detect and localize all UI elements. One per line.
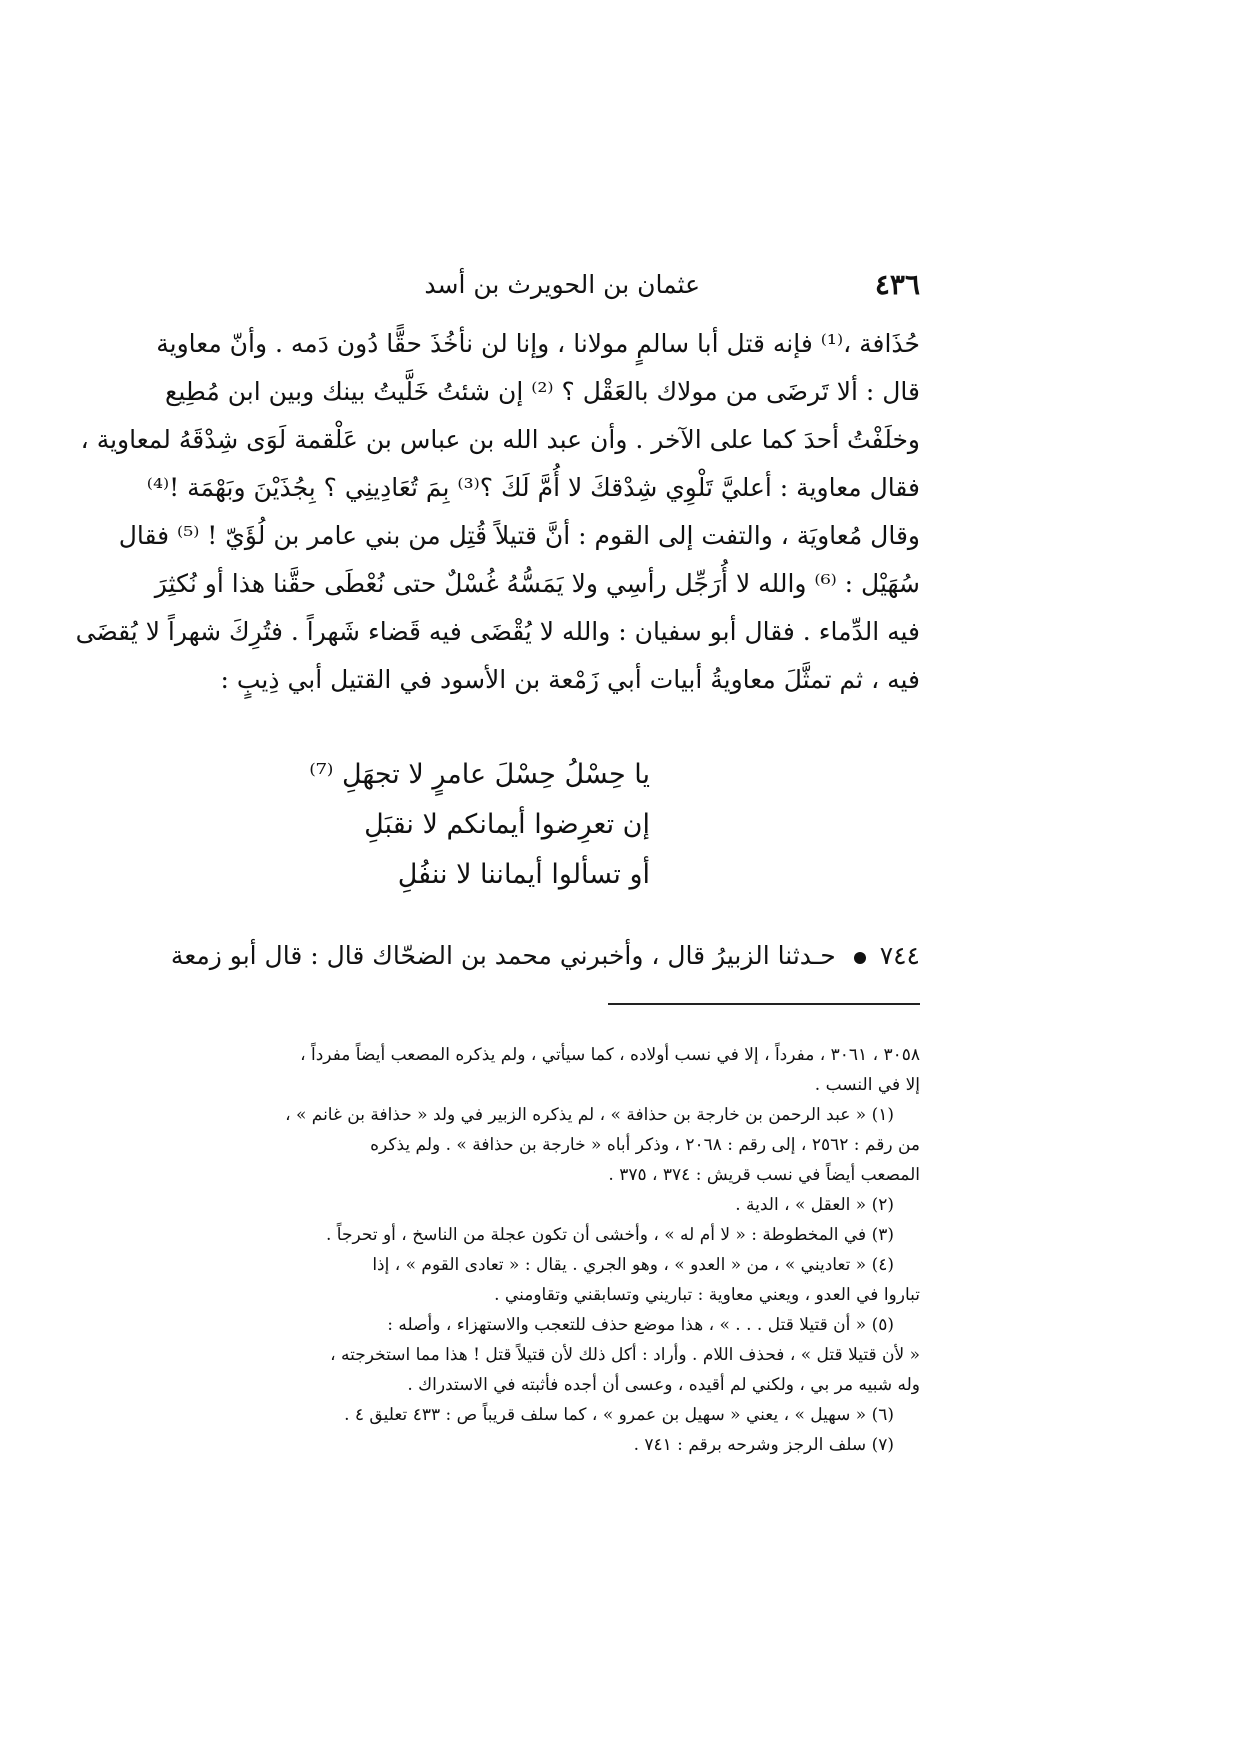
text-line: قال : ألا تَرضَى من مولاك بالعَقْل ؟ ⁽²⁾ إن شئتُ خَلَّيتُ بينك وبين ابن مُطِيع xyxy=(165,377,920,406)
text-line: فيه ، ثم تمثَّلَ معاويةُ أبيات أبي زَمْعة بن الأسود في القتيل أبي ذِيبٍ : xyxy=(220,665,920,694)
text-line: حُذَافة ،⁽¹⁾ فإنه قتل أبا سالمٍ مولانا ، وإنا لن نأخُذَ حقًّا دُون دَمه . وأنّ معاوية xyxy=(156,329,920,358)
anecdote-heading xyxy=(170,932,920,980)
text-line: سُهَيْل : ⁽⁶⁾ والله لا أُرَجِّل رأسِي ولا يَمَسُّهُ غُسْلٌ حتى نُعْطَى حقَّنا هذا أو نُكثِرَ xyxy=(154,569,920,598)
footnote-line: من رقم : ٢٥٦٢ ، إلى رقم : ٢٠٦٨ ، وذكر أباه « خارجة بن حذافة » . ولم يذكره xyxy=(370,1135,920,1155)
bullet-icon xyxy=(854,952,866,964)
verse-line: إن تعرِضوا أيمانكم لا نقبَلِ xyxy=(364,809,650,840)
footnote-line: (٢) « العقل » ، الدية . xyxy=(735,1195,894,1215)
page-header xyxy=(255,268,920,316)
footnote-line: (٣) في المخطوطة : « لا أم له » ، وأخشى أن تكون عجلة من الناسخ ، أو تحرجاً . xyxy=(325,1225,894,1245)
running-title: عثمان بن الحويرث بن أسد xyxy=(424,270,700,299)
footnote-line: ٣٠٥٨ ، ٣٠٦١ ، مفرداً ، إلا في نسب أولاده ، كما سيأتي ، ولم يذكره المصعب أيضاً مفرداً ، xyxy=(300,1045,920,1065)
entry-number: ٧٤٤ xyxy=(879,941,920,970)
main-text xyxy=(75,320,920,704)
footnotes xyxy=(255,1040,920,1460)
text-line: فيه الدِّماء . فقال أبو سفيان : والله لا يُقْضَى فيه قَضاء شَهراً . فتُرِكَ شهراً لا يُقضَى xyxy=(75,617,920,646)
footnote-line: (٧) سلف الرجز وشرحه برقم : ٧٤١ . xyxy=(633,1435,894,1455)
poem-verses xyxy=(309,750,650,900)
footnote-line: (٥) « أن قتيلا قتل . . . » ، هذا موضع حذف للتعجب والاستهزاء ، وأصله : xyxy=(387,1315,894,1335)
verse-line: أو تسألوا أيماننا لا ننفُلِ xyxy=(397,859,650,890)
text-line: فقال معاوية : أعليَّ تَلْوِي شِدْقكَ لا أُمَّ لَكَ ؟⁽³⁾ بِمَ تُعَادِينِي ؟ بِجُذَيْنَ وبَهْمَة !⁽⁴⁾ xyxy=(146,473,920,502)
footnote-line: (٦) « سهيل » ، يعني « سهيل بن عمرو » ، كما سلف قريباً ص : ٤٣٣ تعليق ٤ . xyxy=(344,1405,894,1425)
anecdote-text: حـدثنا الزبيرُ قال ، وأخبرني محمد بن الضحّاك قال : قال أبو زمعة xyxy=(170,941,836,970)
footnote-line: تباروا في العدو ، ويعني معاوية : تباريني وتسابقني وتقاومني . xyxy=(494,1285,920,1305)
page-number: ٤٣٦ xyxy=(874,268,920,301)
footnote-line: (٤) « تعاديني » ، من « العدو » ، وهو الجري . يقال : « تعادى القوم » ، إذا xyxy=(372,1255,894,1275)
verse-line: يا حِسْلُ حِسْلَ عامرٍ لا تجهَلِ ⁽⁷⁾ xyxy=(309,759,650,790)
footnote-line: إلا في النسب . xyxy=(814,1075,920,1095)
footnote-line: « لأن قتيلا قتل » ، فحذف اللام . وأراد : أكل ذلك لأن قتيلاً قتل ! هذا مما استخرجته ، xyxy=(330,1345,920,1365)
text-line: وقال مُعاويَة ، والتفت إلى القوم : أنَّ قتيلاً قُتِل من بني عامر بن لُؤَيّ ! ⁽⁵⁾ فقال xyxy=(118,521,920,550)
footnote-line: وله شبيه مر بي ، ولكني لم أقيده ، وعسى أن أجده فأثبته في الاستدراك . xyxy=(407,1375,920,1395)
footnote-line: (١) « عبد الرحمن بن خارجة بن حذافة » ، لم يذكره الزبير في ولد « حذافة بن غانم » ، xyxy=(285,1105,894,1125)
text-line: وخلَفْتُ أحدَ كما على الآخر . وأن عبد الله بن عباس بن عَلْقمة لَوَى شِدْقَهُ لمعاوية ، xyxy=(80,425,920,454)
footnote-divider xyxy=(608,1003,920,1005)
footnote-line: المصعب أيضاً في نسب قريش : ٣٧٤ ، ٣٧٥ . xyxy=(608,1165,920,1185)
